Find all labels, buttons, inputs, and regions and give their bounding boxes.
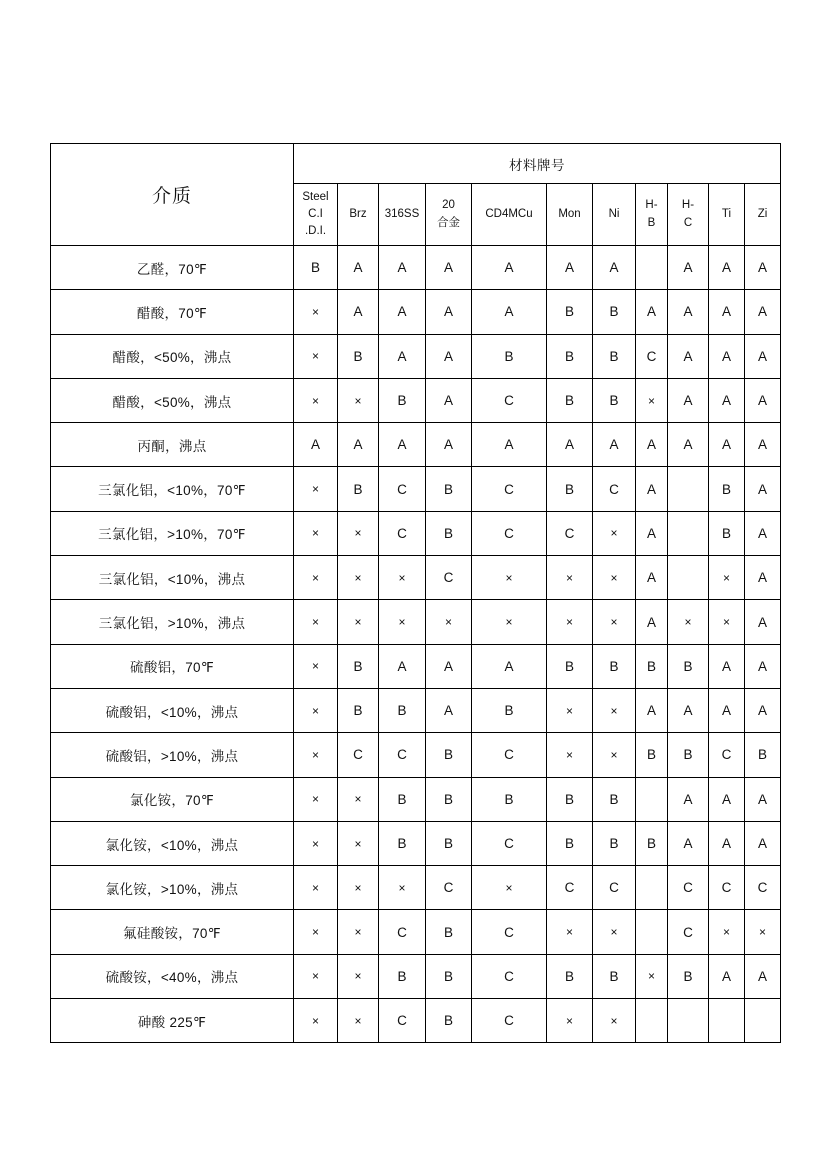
table-row (51, 556, 781, 600)
cell-rating-alloy20: A (426, 688, 472, 732)
cell-rating-ss316: C (379, 999, 426, 1043)
cell-media-name: 乙醛，70℉ (51, 246, 294, 290)
header-col-alloy20-line-2: 合金 (437, 216, 460, 229)
cell-rating-ss316: B (379, 688, 426, 732)
cell-rating-ss316: B (379, 821, 426, 865)
table-row (51, 246, 781, 290)
cell-rating-steel: × (294, 556, 338, 600)
cell-rating-hb: A (636, 423, 668, 467)
cell-rating-ti: A (709, 334, 745, 378)
cell-rating-zi: A (745, 334, 781, 378)
cell-rating-hb: A (636, 511, 668, 555)
cell-rating-alloy20: A (426, 378, 472, 422)
cell-media-name: 硫酸铝，>10%，沸点 (51, 733, 294, 777)
cell-rating-brz: × (338, 954, 379, 998)
cell-media-name: 氯化铵，>10%，沸点 (51, 866, 294, 910)
header-col-steel-line-1: Steel (302, 190, 329, 203)
cell-media-name: 三氯化铝，>10%，沸点 (51, 600, 294, 644)
cell-rating-zi: A (745, 821, 781, 865)
cell-rating-mon: × (547, 910, 593, 954)
table-row (51, 821, 781, 865)
header-material-group: 材料牌号 (294, 144, 781, 184)
cell-rating-ti: A (709, 954, 745, 998)
header-col-alloy20-line-1: 20 (442, 199, 455, 212)
cell-rating-mon: B (547, 644, 593, 688)
cell-rating-ni: A (593, 246, 636, 290)
cell-rating-brz: × (338, 999, 379, 1043)
header-col-hb-line-1: H- (645, 199, 658, 212)
cell-rating-ni: C (593, 467, 636, 511)
cell-media-name: 醋酸，70℉ (51, 290, 294, 334)
cell-rating-cd4mcu: C (472, 999, 547, 1043)
cell-rating-mon: B (547, 467, 593, 511)
cell-rating-cd4mcu: A (472, 644, 547, 688)
cell-rating-mon: × (547, 556, 593, 600)
cell-rating-ni: × (593, 600, 636, 644)
cell-rating-hb (636, 910, 668, 954)
cell-rating-alloy20: × (426, 600, 472, 644)
cell-rating-alloy20: B (426, 467, 472, 511)
cell-rating-steel: × (294, 600, 338, 644)
cell-rating-alloy20: A (426, 644, 472, 688)
cell-rating-alloy20: B (426, 511, 472, 555)
cell-rating-hb: A (636, 688, 668, 732)
cell-media-name: 硫酸铵，<40%，沸点 (51, 954, 294, 998)
cell-rating-alloy20: B (426, 999, 472, 1043)
cell-rating-mon: B (547, 821, 593, 865)
cell-rating-zi: C (745, 866, 781, 910)
table-head (51, 144, 781, 246)
cell-rating-zi: A (745, 423, 781, 467)
cell-rating-hc: C (668, 910, 709, 954)
cell-rating-steel: A (294, 423, 338, 467)
cell-rating-ni: B (593, 821, 636, 865)
cell-rating-ni: × (593, 733, 636, 777)
cell-rating-hb: × (636, 954, 668, 998)
cell-rating-alloy20: B (426, 777, 472, 821)
cell-rating-alloy20: A (426, 290, 472, 334)
cell-rating-zi: A (745, 511, 781, 555)
table-row (51, 600, 781, 644)
cell-rating-hb: × (636, 378, 668, 422)
header-col-hc (668, 184, 709, 246)
cell-rating-zi: A (745, 290, 781, 334)
cell-rating-ti: × (709, 556, 745, 600)
table-body (51, 246, 781, 1043)
cell-media-name: 三氯化铝，>10%，70℉ (51, 511, 294, 555)
cell-media-name: 三氯化铝，<10%，沸点 (51, 556, 294, 600)
cell-rating-alloy20: B (426, 821, 472, 865)
cell-rating-steel: × (294, 866, 338, 910)
cell-rating-ti: × (709, 600, 745, 644)
cell-rating-hc (668, 511, 709, 555)
cell-rating-ss316: C (379, 511, 426, 555)
cell-rating-ti: A (709, 644, 745, 688)
cell-rating-brz: B (338, 688, 379, 732)
cell-rating-mon: C (547, 511, 593, 555)
cell-rating-brz: × (338, 821, 379, 865)
table-row (51, 688, 781, 732)
header-col-hb (636, 184, 668, 246)
cell-rating-ti: C (709, 866, 745, 910)
table-row (51, 467, 781, 511)
cell-rating-ss316: B (379, 378, 426, 422)
header-col-zi-line-1: Zi (757, 207, 768, 220)
cell-rating-hc: A (668, 821, 709, 865)
header-col-steel-line-2: C.I (308, 207, 323, 220)
header-col-cd4mcu-line-1: CD4MCu (485, 207, 533, 220)
cell-rating-cd4mcu: × (472, 556, 547, 600)
header-col-alloy20 (426, 184, 472, 246)
cell-rating-hb: A (636, 600, 668, 644)
table-row (51, 644, 781, 688)
cell-media-name: 硫酸铝，<10%，沸点 (51, 688, 294, 732)
cell-rating-hc: A (668, 378, 709, 422)
cell-media-name: 砷酸 225℉ (51, 999, 294, 1043)
table-row (51, 423, 781, 467)
cell-rating-zi: A (745, 246, 781, 290)
cell-rating-ni: B (593, 334, 636, 378)
cell-rating-brz: × (338, 866, 379, 910)
cell-rating-ni: B (593, 290, 636, 334)
cell-rating-mon: A (547, 423, 593, 467)
cell-rating-steel: × (294, 378, 338, 422)
cell-rating-cd4mcu: C (472, 733, 547, 777)
material-compatibility-table (50, 143, 781, 1043)
cell-rating-hb: B (636, 644, 668, 688)
cell-rating-cd4mcu: × (472, 866, 547, 910)
cell-rating-mon: × (547, 999, 593, 1043)
cell-rating-mon: B (547, 378, 593, 422)
cell-rating-ni: × (593, 556, 636, 600)
header-col-hb-line-2: B (647, 216, 656, 229)
cell-rating-ss316: B (379, 954, 426, 998)
cell-media-name: 氟硅酸铵，70℉ (51, 910, 294, 954)
cell-rating-brz: B (338, 334, 379, 378)
cell-rating-alloy20: A (426, 423, 472, 467)
table-row (51, 290, 781, 334)
cell-rating-mon: A (547, 246, 593, 290)
cell-rating-ti: B (709, 511, 745, 555)
cell-media-name: 氯化铵，70℉ (51, 777, 294, 821)
cell-rating-steel: × (294, 777, 338, 821)
cell-rating-ti: A (709, 777, 745, 821)
cell-rating-brz: × (338, 556, 379, 600)
cell-rating-ss316: C (379, 733, 426, 777)
cell-rating-zi: A (745, 600, 781, 644)
cell-rating-mon: C (547, 866, 593, 910)
cell-rating-ss316: C (379, 467, 426, 511)
cell-rating-steel: × (294, 999, 338, 1043)
cell-rating-mon: × (547, 733, 593, 777)
cell-rating-cd4mcu: C (472, 821, 547, 865)
cell-rating-hb: A (636, 556, 668, 600)
header-row-group (51, 144, 781, 184)
cell-rating-brz: C (338, 733, 379, 777)
header-col-ni (593, 184, 636, 246)
header-col-ti (709, 184, 745, 246)
cell-rating-ss316: A (379, 334, 426, 378)
cell-rating-steel: × (294, 467, 338, 511)
cell-rating-cd4mcu: C (472, 511, 547, 555)
cell-rating-hb (636, 777, 668, 821)
cell-rating-alloy20: C (426, 866, 472, 910)
cell-rating-hc: B (668, 954, 709, 998)
cell-rating-ni: × (593, 688, 636, 732)
cell-rating-hb: A (636, 290, 668, 334)
cell-rating-zi: A (745, 467, 781, 511)
cell-media-name: 氯化铵，<10%，沸点 (51, 821, 294, 865)
cell-rating-alloy20: B (426, 733, 472, 777)
cell-rating-ti: A (709, 423, 745, 467)
cell-rating-alloy20: B (426, 910, 472, 954)
cell-rating-cd4mcu: A (472, 246, 547, 290)
cell-rating-steel: B (294, 246, 338, 290)
header-col-mon-line-1: Mon (558, 207, 581, 220)
cell-rating-cd4mcu: × (472, 600, 547, 644)
cell-rating-steel: × (294, 954, 338, 998)
cell-rating-steel: × (294, 644, 338, 688)
header-col-316ss-line-1: 316SS (384, 207, 420, 220)
cell-rating-ss316: × (379, 866, 426, 910)
cell-rating-brz: A (338, 423, 379, 467)
cell-rating-brz: × (338, 600, 379, 644)
cell-rating-cd4mcu: A (472, 290, 547, 334)
table-row (51, 999, 781, 1043)
cell-rating-ni: × (593, 511, 636, 555)
cell-rating-zi (745, 999, 781, 1043)
table-row (51, 378, 781, 422)
cell-rating-hb (636, 999, 668, 1043)
cell-rating-mon: B (547, 290, 593, 334)
cell-rating-ti: A (709, 378, 745, 422)
cell-rating-zi: A (745, 954, 781, 998)
header-col-steel-line-3: .D.I. (304, 225, 327, 238)
table-row (51, 777, 781, 821)
cell-rating-mon: B (547, 954, 593, 998)
table-row (51, 866, 781, 910)
cell-rating-steel: × (294, 290, 338, 334)
cell-rating-hb (636, 866, 668, 910)
cell-rating-ni: B (593, 378, 636, 422)
cell-rating-ti: × (709, 910, 745, 954)
cell-rating-ti: A (709, 246, 745, 290)
cell-rating-brz: A (338, 290, 379, 334)
cell-rating-steel: × (294, 511, 338, 555)
cell-rating-ss316: × (379, 556, 426, 600)
cell-rating-cd4mcu: C (472, 378, 547, 422)
cell-rating-alloy20: C (426, 556, 472, 600)
header-col-ti-line-1: Ti (721, 207, 732, 220)
cell-rating-ni: B (593, 954, 636, 998)
cell-rating-ss316: A (379, 290, 426, 334)
cell-rating-hb: A (636, 467, 668, 511)
cell-rating-cd4mcu: C (472, 467, 547, 511)
cell-rating-hc (668, 556, 709, 600)
cell-rating-ni: B (593, 644, 636, 688)
cell-rating-zi: A (745, 556, 781, 600)
cell-rating-brz: B (338, 644, 379, 688)
header-media: 介质 (51, 144, 294, 246)
cell-rating-zi: A (745, 688, 781, 732)
table-row (51, 511, 781, 555)
cell-rating-hb (636, 246, 668, 290)
header-col-316ss (379, 184, 426, 246)
cell-media-name: 丙酮，沸点 (51, 423, 294, 467)
header-col-brz-line-1: Brz (349, 207, 367, 220)
cell-rating-ti: C (709, 733, 745, 777)
cell-rating-ti: A (709, 290, 745, 334)
header-col-steel (294, 184, 338, 246)
cell-rating-ti: A (709, 821, 745, 865)
cell-rating-mon: B (547, 777, 593, 821)
cell-rating-ti (709, 999, 745, 1043)
cell-rating-hb: C (636, 334, 668, 378)
cell-rating-hc (668, 467, 709, 511)
header-col-mon (547, 184, 593, 246)
cell-rating-cd4mcu: C (472, 954, 547, 998)
cell-rating-ni: B (593, 777, 636, 821)
cell-rating-hc: A (668, 246, 709, 290)
table-row (51, 910, 781, 954)
cell-rating-steel: × (294, 733, 338, 777)
cell-rating-cd4mcu: B (472, 688, 547, 732)
cell-rating-ni: × (593, 999, 636, 1043)
cell-rating-mon: B (547, 334, 593, 378)
cell-rating-alloy20: A (426, 334, 472, 378)
cell-rating-ss316: C (379, 910, 426, 954)
cell-rating-brz: × (338, 378, 379, 422)
cell-rating-hc: A (668, 423, 709, 467)
cell-rating-hb: B (636, 821, 668, 865)
header-col-ni-line-1: Ni (608, 207, 620, 220)
cell-rating-alloy20: B (426, 954, 472, 998)
header-col-zi (745, 184, 781, 246)
cell-media-name: 硫酸铝，70℉ (51, 644, 294, 688)
cell-rating-ni: A (593, 423, 636, 467)
cell-rating-ss316: A (379, 644, 426, 688)
cell-rating-hb: B (636, 733, 668, 777)
cell-rating-ss316: × (379, 600, 426, 644)
cell-rating-hc: B (668, 733, 709, 777)
cell-rating-brz: × (338, 511, 379, 555)
cell-rating-brz: × (338, 777, 379, 821)
header-col-cd4mcu (472, 184, 547, 246)
cell-rating-hc: C (668, 866, 709, 910)
cell-rating-steel: × (294, 910, 338, 954)
cell-rating-cd4mcu: B (472, 777, 547, 821)
cell-rating-hc: × (668, 600, 709, 644)
table-row (51, 334, 781, 378)
cell-rating-mon: × (547, 600, 593, 644)
cell-rating-hc: A (668, 688, 709, 732)
cell-media-name: 醋酸，<50%，沸点 (51, 378, 294, 422)
table-row (51, 954, 781, 998)
cell-rating-zi: A (745, 777, 781, 821)
cell-media-name: 醋酸，<50%，沸点 (51, 334, 294, 378)
header-col-brz (338, 184, 379, 246)
cell-rating-zi: × (745, 910, 781, 954)
cell-rating-alloy20: A (426, 246, 472, 290)
cell-rating-hc: A (668, 334, 709, 378)
cell-rating-zi: B (745, 733, 781, 777)
cell-rating-hc: B (668, 644, 709, 688)
cell-rating-brz: B (338, 467, 379, 511)
cell-rating-ti: A (709, 688, 745, 732)
cell-rating-zi: A (745, 378, 781, 422)
header-col-hc-line-1: H- (681, 199, 695, 212)
cell-rating-cd4mcu: C (472, 910, 547, 954)
cell-rating-brz: A (338, 246, 379, 290)
cell-rating-steel: × (294, 688, 338, 732)
cell-rating-steel: × (294, 821, 338, 865)
cell-rating-ni: C (593, 866, 636, 910)
compatibility-table-container (50, 143, 780, 1043)
cell-rating-ni: × (593, 910, 636, 954)
cell-rating-steel: × (294, 334, 338, 378)
cell-rating-hc (668, 999, 709, 1043)
cell-rating-cd4mcu: A (472, 423, 547, 467)
cell-rating-hc: A (668, 290, 709, 334)
cell-rating-ss316: B (379, 777, 426, 821)
cell-rating-hc: A (668, 777, 709, 821)
cell-rating-ss316: A (379, 246, 426, 290)
cell-media-name: 三氯化铝，<10%，70℉ (51, 467, 294, 511)
header-col-hc-line-2: C (683, 216, 693, 229)
cell-rating-mon: × (547, 688, 593, 732)
cell-rating-brz: × (338, 910, 379, 954)
cell-rating-ti: B (709, 467, 745, 511)
cell-rating-cd4mcu: B (472, 334, 547, 378)
table-row (51, 733, 781, 777)
cell-rating-zi: A (745, 644, 781, 688)
cell-rating-ss316: A (379, 423, 426, 467)
